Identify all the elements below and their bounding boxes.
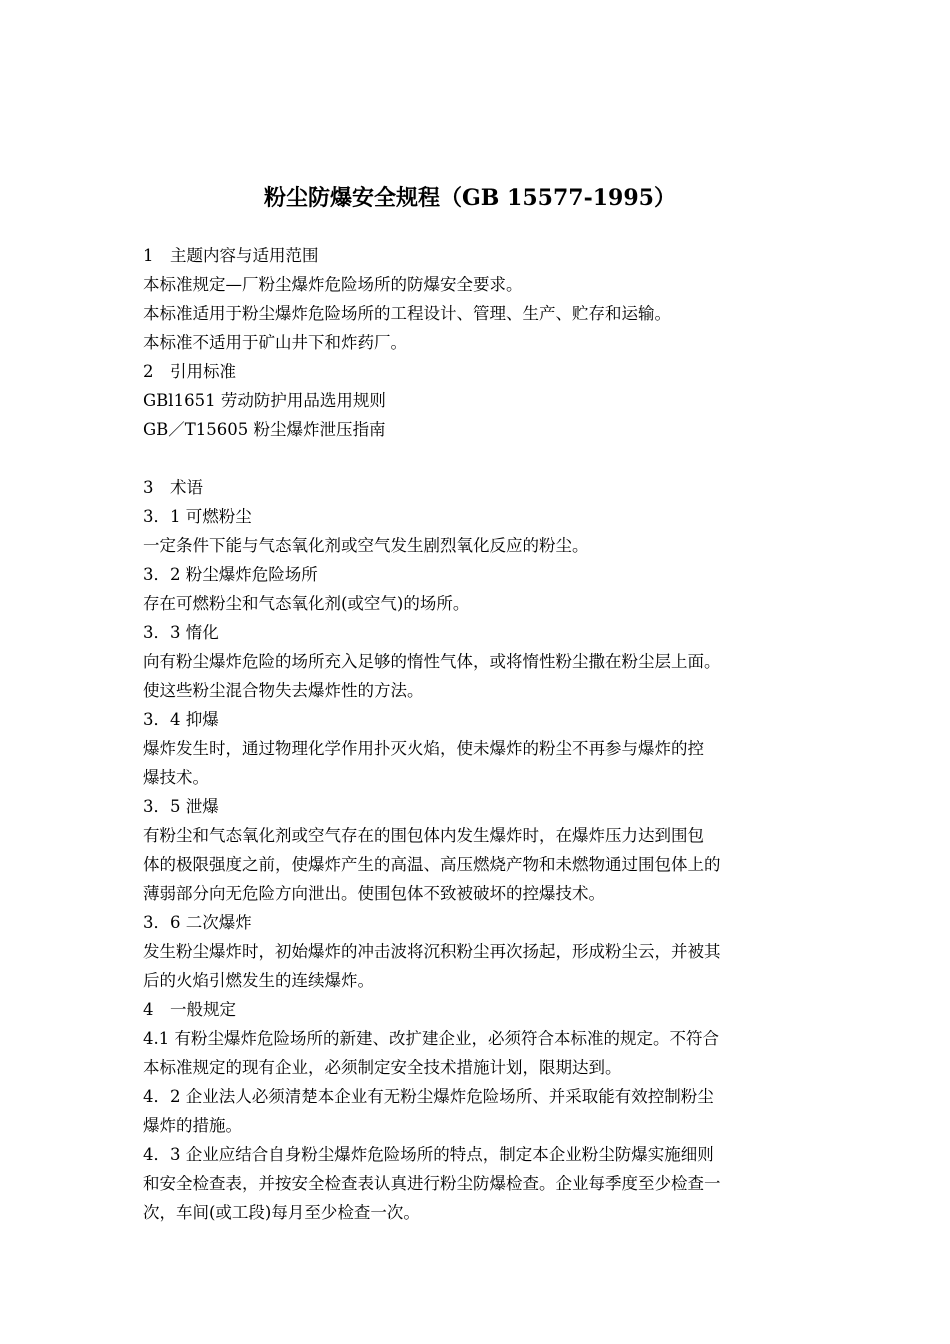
section-heading: 2 引用标准	[143, 362, 236, 381]
paragraph-line: 本标准规定—厂粉尘爆炸危险场所的防爆安全要求。	[143, 275, 523, 294]
subsection-heading: 3．4 抑爆	[143, 710, 219, 729]
subsection-heading: 3．1 可燃粉尘	[143, 507, 252, 526]
paragraph-line: 有粉尘和气态氧化剂或空气存在的围包体内发生爆炸时，在爆炸压力达到围包	[143, 826, 704, 845]
paragraph-line: 和安全检查表，并按安全检查表认真进行粉尘防爆检查。企业每季度至少检查一	[143, 1174, 721, 1193]
paragraph-line: 发生粉尘爆炸时，初始爆炸的冲击波将沉积粉尘再次扬起，形成粉尘云，并被其	[143, 942, 721, 961]
document-body	[143, 241, 811, 1227]
paragraph-line: 后的火焰引燃发生的连续爆炸。	[143, 971, 374, 990]
paragraph-line: 使这些粉尘混合物失去爆炸性的方法。	[143, 681, 424, 700]
section-heading: 3 术语	[143, 478, 203, 497]
paragraph-line: GB／T15605 粉尘爆炸泄压指南	[143, 420, 386, 439]
subsection-heading: 3．2 粉尘爆炸危险场所	[143, 565, 318, 584]
paragraph-line: 4．3 企业应结合自身粉尘爆炸危险场所的特点，制定本企业粉尘防爆实施细则	[143, 1145, 714, 1164]
subsection-heading: 3．6 二次爆炸	[143, 913, 252, 932]
paragraph-line: GBl1651 劳动防护用品选用规则	[143, 391, 386, 410]
paragraph-line: 爆炸的措施。	[143, 1116, 242, 1135]
paragraph-line: 4.1 有粉尘爆炸危险场所的新建、改扩建企业，必须符合本标准的规定。不符合	[143, 1029, 719, 1048]
subsection-heading: 3．3 惰化	[143, 623, 219, 642]
document-title: 粉尘防爆安全规程（GB 15577-1995）	[264, 185, 676, 211]
paragraph-line: 爆炸发生时，通过物理化学作用扑灭火焰，使未爆炸的粉尘不再参与爆炸的控	[143, 739, 704, 758]
paragraph-line: 存在可燃粉尘和气态氧化剂(或空气)的场所。	[143, 594, 470, 613]
paragraph-line: 4．2 企业法人必须清楚本企业有无粉尘爆炸危险场所、并采取能有效控制粉尘	[143, 1087, 714, 1106]
subsection-heading: 3．5 泄爆	[143, 797, 219, 816]
blank-line	[143, 444, 811, 473]
paragraph-line: 体的极限强度之前，使爆炸产生的高温、高压燃烧产物和未燃物通过围包体上的	[143, 855, 721, 874]
section-heading: 1 主题内容与适用范围	[143, 246, 319, 265]
paragraph-line: 本标准适用于粉尘爆炸危险场所的工程设计、管理、生产、贮存和运输。	[143, 304, 671, 323]
paragraph-line: 次，车间(或工段)每月至少检查一次。	[143, 1203, 420, 1222]
paragraph-line: 一定条件下能与气态氧化剂或空气发生剧烈氧化反应的粉尘。	[143, 536, 589, 555]
paragraph-line: 本标准规定的现有企业，必须制定安全技术措施计划，限期达到。	[143, 1058, 622, 1077]
paragraph-line: 向有粉尘爆炸危险的场所充入足够的惰性气体，或将惰性粉尘撒在粉尘层上面。	[143, 652, 721, 671]
paragraph-line: 薄弱部分向无危险方向泄出。使围包体不致被破坏的控爆技术。	[143, 884, 605, 903]
section-heading: 4 一般规定	[143, 1000, 236, 1019]
paragraph-line: 爆技术。	[143, 768, 209, 787]
paragraph-line: 本标准不适用于矿山井下和炸药厂。	[143, 333, 407, 352]
